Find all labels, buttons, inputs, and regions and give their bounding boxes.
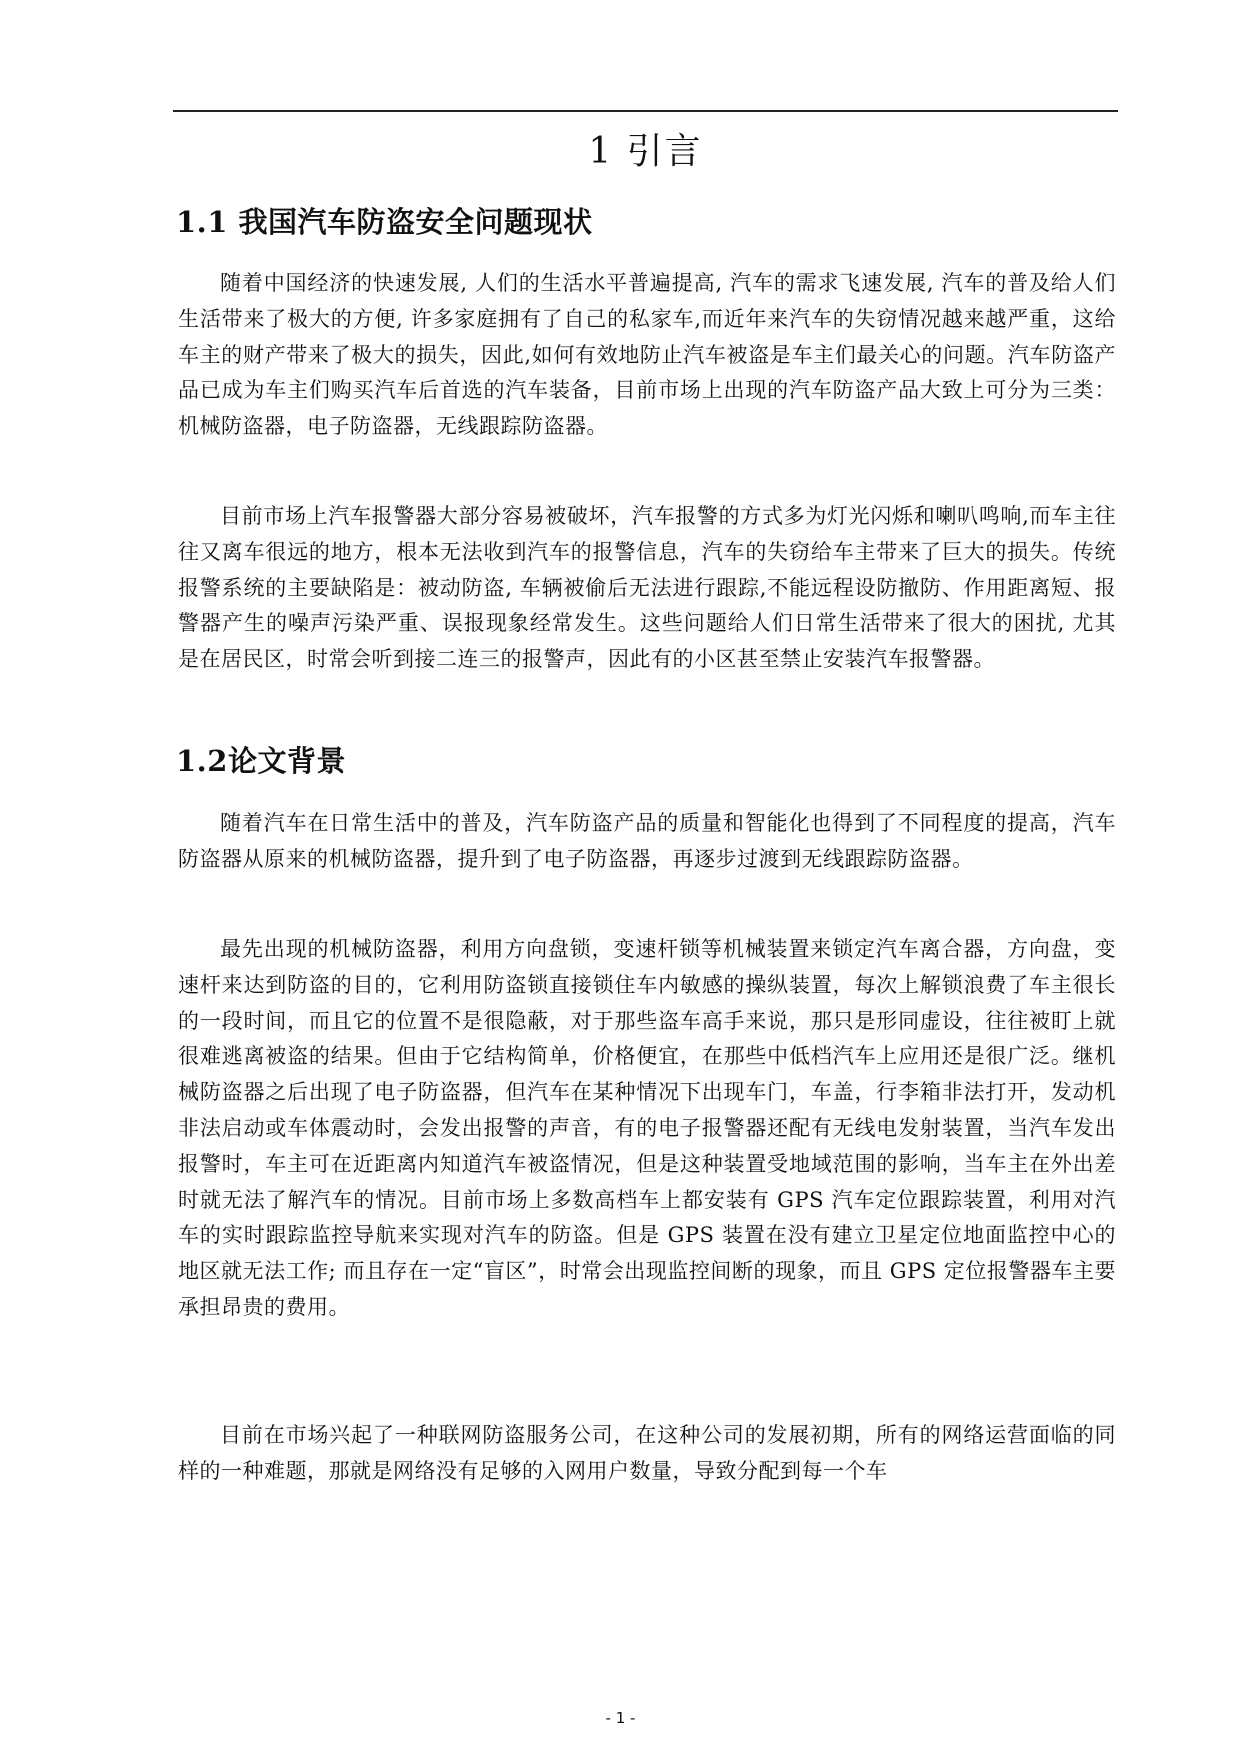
paragraph-1-2-1: 随着汽车在日常生活中的普及，汽车防盗产品的质量和智能化也得到了不同程度的提高，汽车防盗器从原来的机械防盗器，提升到了电子防盗器，再逐步过渡到无线跟踪防盗器。: [178, 811, 1116, 871]
paragraph-1-2-3: 目前在市场兴起了一种联网防盗服务公司，在这种公司的发展初期，所有的网络运营面临的同样的一种难题，那就是网络没有足够的入网用户数量，导致分配到每一个车: [178, 1423, 1116, 1483]
header-rule: [173, 110, 1118, 112]
page-number: - 1 -: [605, 1709, 636, 1727]
section-heading-1-2: 1.2论文背景: [176, 744, 346, 778]
section-heading-1-1: 1.1 我国汽车防盗安全问题现状: [176, 205, 593, 239]
paragraph-1-2-2: 最先出现的机械防盗器，利用方向盘锁，变速杆锁等机械装置来锁定汽车离合器，方向盘，变速杆来达到防盗的目的，它利用防盗锁直接锁住车内敏感的操纵装置，每次上解锁浪费了车主很长的一段时间，而且它的位置不是很隐蔽，对于那些盗车高手来说，那只是形同虚设，往往被盯上就很难逃离被盗的结果。但由于它结构简单，价格便宜，在那些中低档汽车上应用还是很广泛。继机械防盗器之后出现了电子防盗器，但汽车在某种情况下出现车门，车盖，行李箱非法打开，发动机非法启动或车体震动时，会发出报警的声音，有的电子报警器还配有无线电发射装置，当汽车发出报警时，车主可在近距离内知道汽车被盗情况，但是这种装置受地域范围的影响，当车主在外出差时就无法了解汽车的情况。目前市场上多数高档车上都安装有 GPS 汽车定位跟踪装置，利用对汽车的实时跟踪监控导航来实现对汽车的防盗。但是 GPS 装置在没有建立卫星定位地面监控中心的地区就无法工作; 而且存在一定“盲区”，时常会出现监控间断的现象，而且 GPS 定位报警器车主要承担昂贵的费用。: [178, 937, 1116, 1319]
paragraph-1-1-2: 目前市场上汽车报警器大部分容易被破坏，汽车报警的方式多为灯光闪烁和喇叭鸣响,而车主往往又离车很远的地方，根本无法收到汽车的报警信息，汽车的失窃给车主带来了巨大的损失。传统报警系统的主要缺陷是：被动防盗, 车辆被偷后无法进行跟踪,不能远程设防撤防、作用距离短、报警器产生的噪声污染严重、误报现象经常发生。这些问题给人们日常生活带来了很大的困扰, 尤其是在居民区，时常会听到接二连三的报警声，因此有的小区甚至禁止安装汽车报警器。: [178, 504, 1116, 672]
chapter-title: 1 引言: [588, 131, 703, 172]
paragraph-1-1-1: 随着中国经济的快速发展, 人们的生活水平普遍提高, 汽车的需求飞速发展, 汽车的普及给人们生活带来了极大的方便, 许多家庭拥有了自己的私家车,而近年来汽车的失窃情况越来越严重，这给车主的财产带来了极大的损失，因此,如何有效地防止汽车被盗是车主们最关心的问题。汽车防盗产品已成为车主们购买汽车后首选的汽车装备，目前市场上出现的汽车防盗产品大致上可分为三类：机械防盗器，电子防盗器，无线跟踪防盗器。: [178, 271, 1116, 439]
